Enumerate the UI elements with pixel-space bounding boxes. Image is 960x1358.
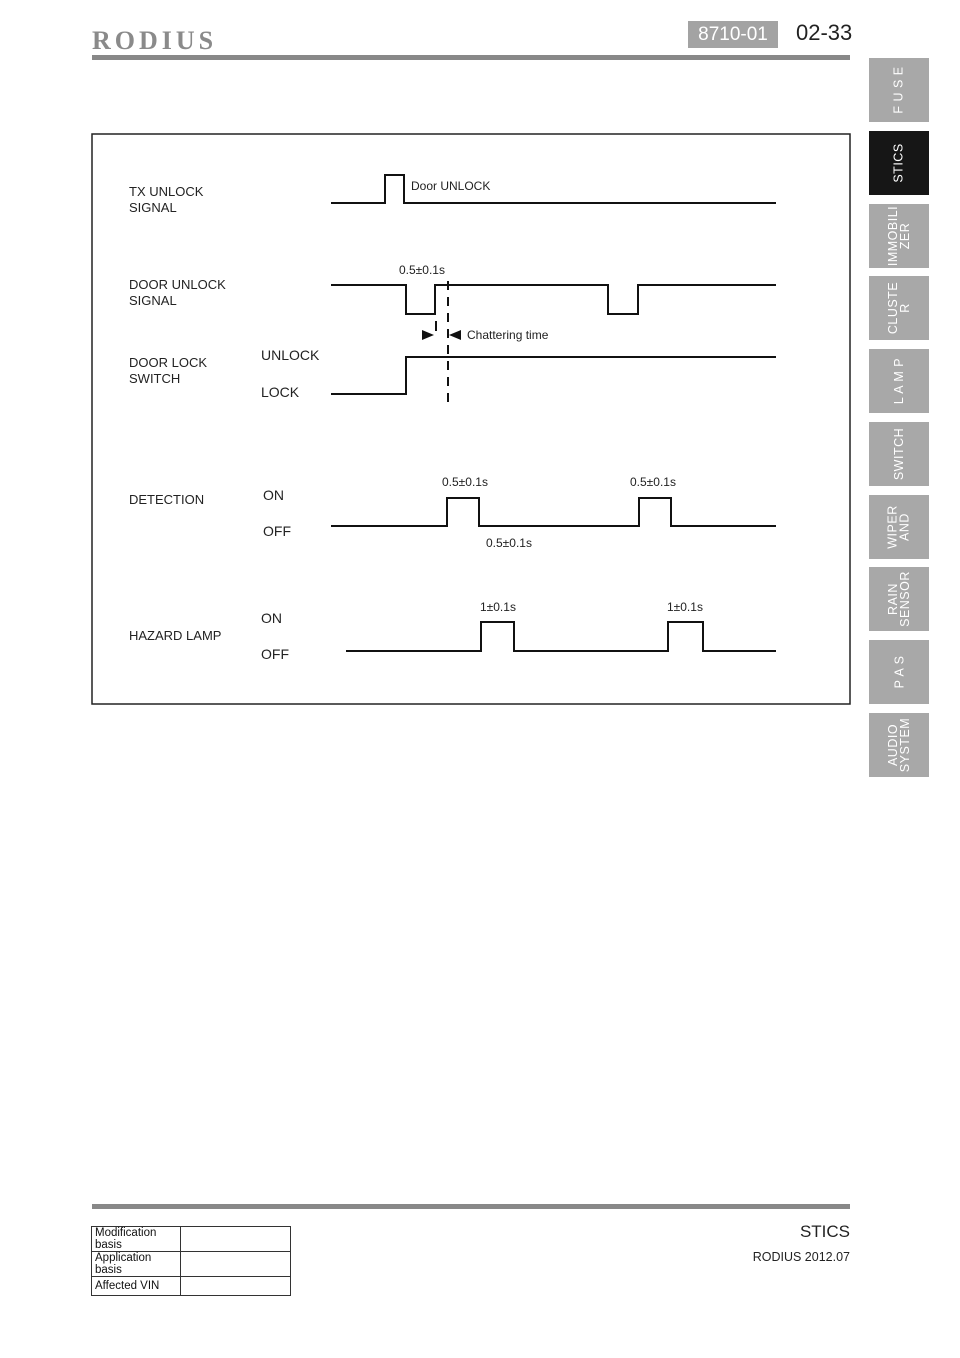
footer-section-title: STICS [799, 1222, 850, 1241]
doc-code-badge: 8710-01 [688, 21, 778, 48]
tab-label: L A M P [892, 357, 906, 405]
door-unlock-time: 0.5±0.1s [399, 263, 445, 277]
detection-time-1: 0.5±0.1s [442, 475, 488, 489]
detection-waveform [331, 498, 776, 526]
chattering-arrow-left [422, 330, 434, 340]
timing-diagram [91, 133, 851, 705]
tab-label: IMMOBILI ZER [886, 205, 913, 267]
tab-fuse[interactable] [869, 58, 929, 122]
table-row [92, 1227, 291, 1252]
modification-basis-label: Modification basis [92, 1227, 181, 1252]
door-unlock-pulse-label: Door UNLOCK [411, 179, 491, 193]
hazard-lamp-label: HAZARD LAMP [129, 628, 222, 643]
tab-immobilizer[interactable] [869, 204, 929, 268]
application-basis-value [181, 1252, 291, 1277]
chattering-arrow-right [449, 330, 461, 340]
tab-label: STICS [892, 143, 906, 183]
door-lock-label-1: DOOR LOCK [129, 355, 208, 370]
door-unlock-label-2: SIGNAL [129, 293, 177, 308]
door-unlock-waveform [331, 285, 776, 314]
footer-rule [92, 1204, 850, 1209]
hazard-lamp-waveform [346, 622, 776, 651]
table-row [92, 1277, 291, 1296]
tab-label: SWITCH [892, 427, 906, 481]
hazard-off: OFF [261, 646, 289, 662]
door-lock-label-2: SWITCH [129, 371, 181, 386]
tab-label: AUDIO SYSTEM [886, 717, 912, 773]
page-number: 02-33 [796, 20, 853, 45]
tab-pas[interactable] [869, 640, 929, 704]
tab-lamp[interactable] [869, 349, 929, 413]
affected-vin-value [181, 1277, 291, 1296]
detection-off: OFF [263, 523, 291, 539]
modification-table [91, 1226, 291, 1296]
tab-switch[interactable] [869, 422, 929, 486]
diagram-frame [92, 134, 850, 704]
application-basis-label: Application basis [92, 1252, 181, 1277]
chattering-time-label: Chattering time [467, 328, 549, 342]
tab-audio-system[interactable] [869, 713, 929, 777]
detection-label: DETECTION [129, 492, 205, 507]
tx-unlock-waveform [331, 175, 776, 203]
tab-label: RAIN SENSOR [885, 571, 912, 627]
hazard-on: ON [261, 610, 282, 626]
brand-logo: RODIUS [92, 26, 218, 55]
tab-label: P A S [891, 655, 906, 689]
tab-cluster[interactable] [869, 276, 929, 340]
modification-basis-value [181, 1227, 291, 1252]
detection-time-2: 0.5±0.1s [630, 475, 676, 489]
detection-on: ON [263, 487, 284, 503]
hazard-time-1: 1±0.1s [480, 600, 516, 614]
table-row [92, 1252, 291, 1277]
door-unlock-label-1: DOOR UNLOCK [129, 277, 226, 292]
state-unlock: UNLOCK [261, 347, 320, 363]
tab-label: F U S E [891, 66, 906, 114]
header-rule [92, 55, 850, 60]
detection-gap-time: 0.5±0.1s [486, 536, 532, 550]
tab-wiper[interactable] [869, 495, 929, 559]
tab-label: CLUSTE R [885, 281, 912, 335]
tx-unlock-label-2: SIGNAL [129, 200, 177, 215]
tab-stics[interactable] [869, 131, 929, 195]
tx-unlock-label-1: TX UNLOCK [129, 184, 204, 199]
hazard-time-2: 1±0.1s [667, 600, 703, 614]
affected-vin-label: Affected VIN [92, 1277, 181, 1296]
tab-rain-sensor[interactable] [869, 567, 929, 631]
footer-model: RODIUS 2012.07 [752, 1250, 850, 1264]
state-lock: LOCK [261, 384, 300, 400]
tab-label: WIPER AND [885, 505, 912, 549]
door-lock-waveform [331, 357, 776, 394]
